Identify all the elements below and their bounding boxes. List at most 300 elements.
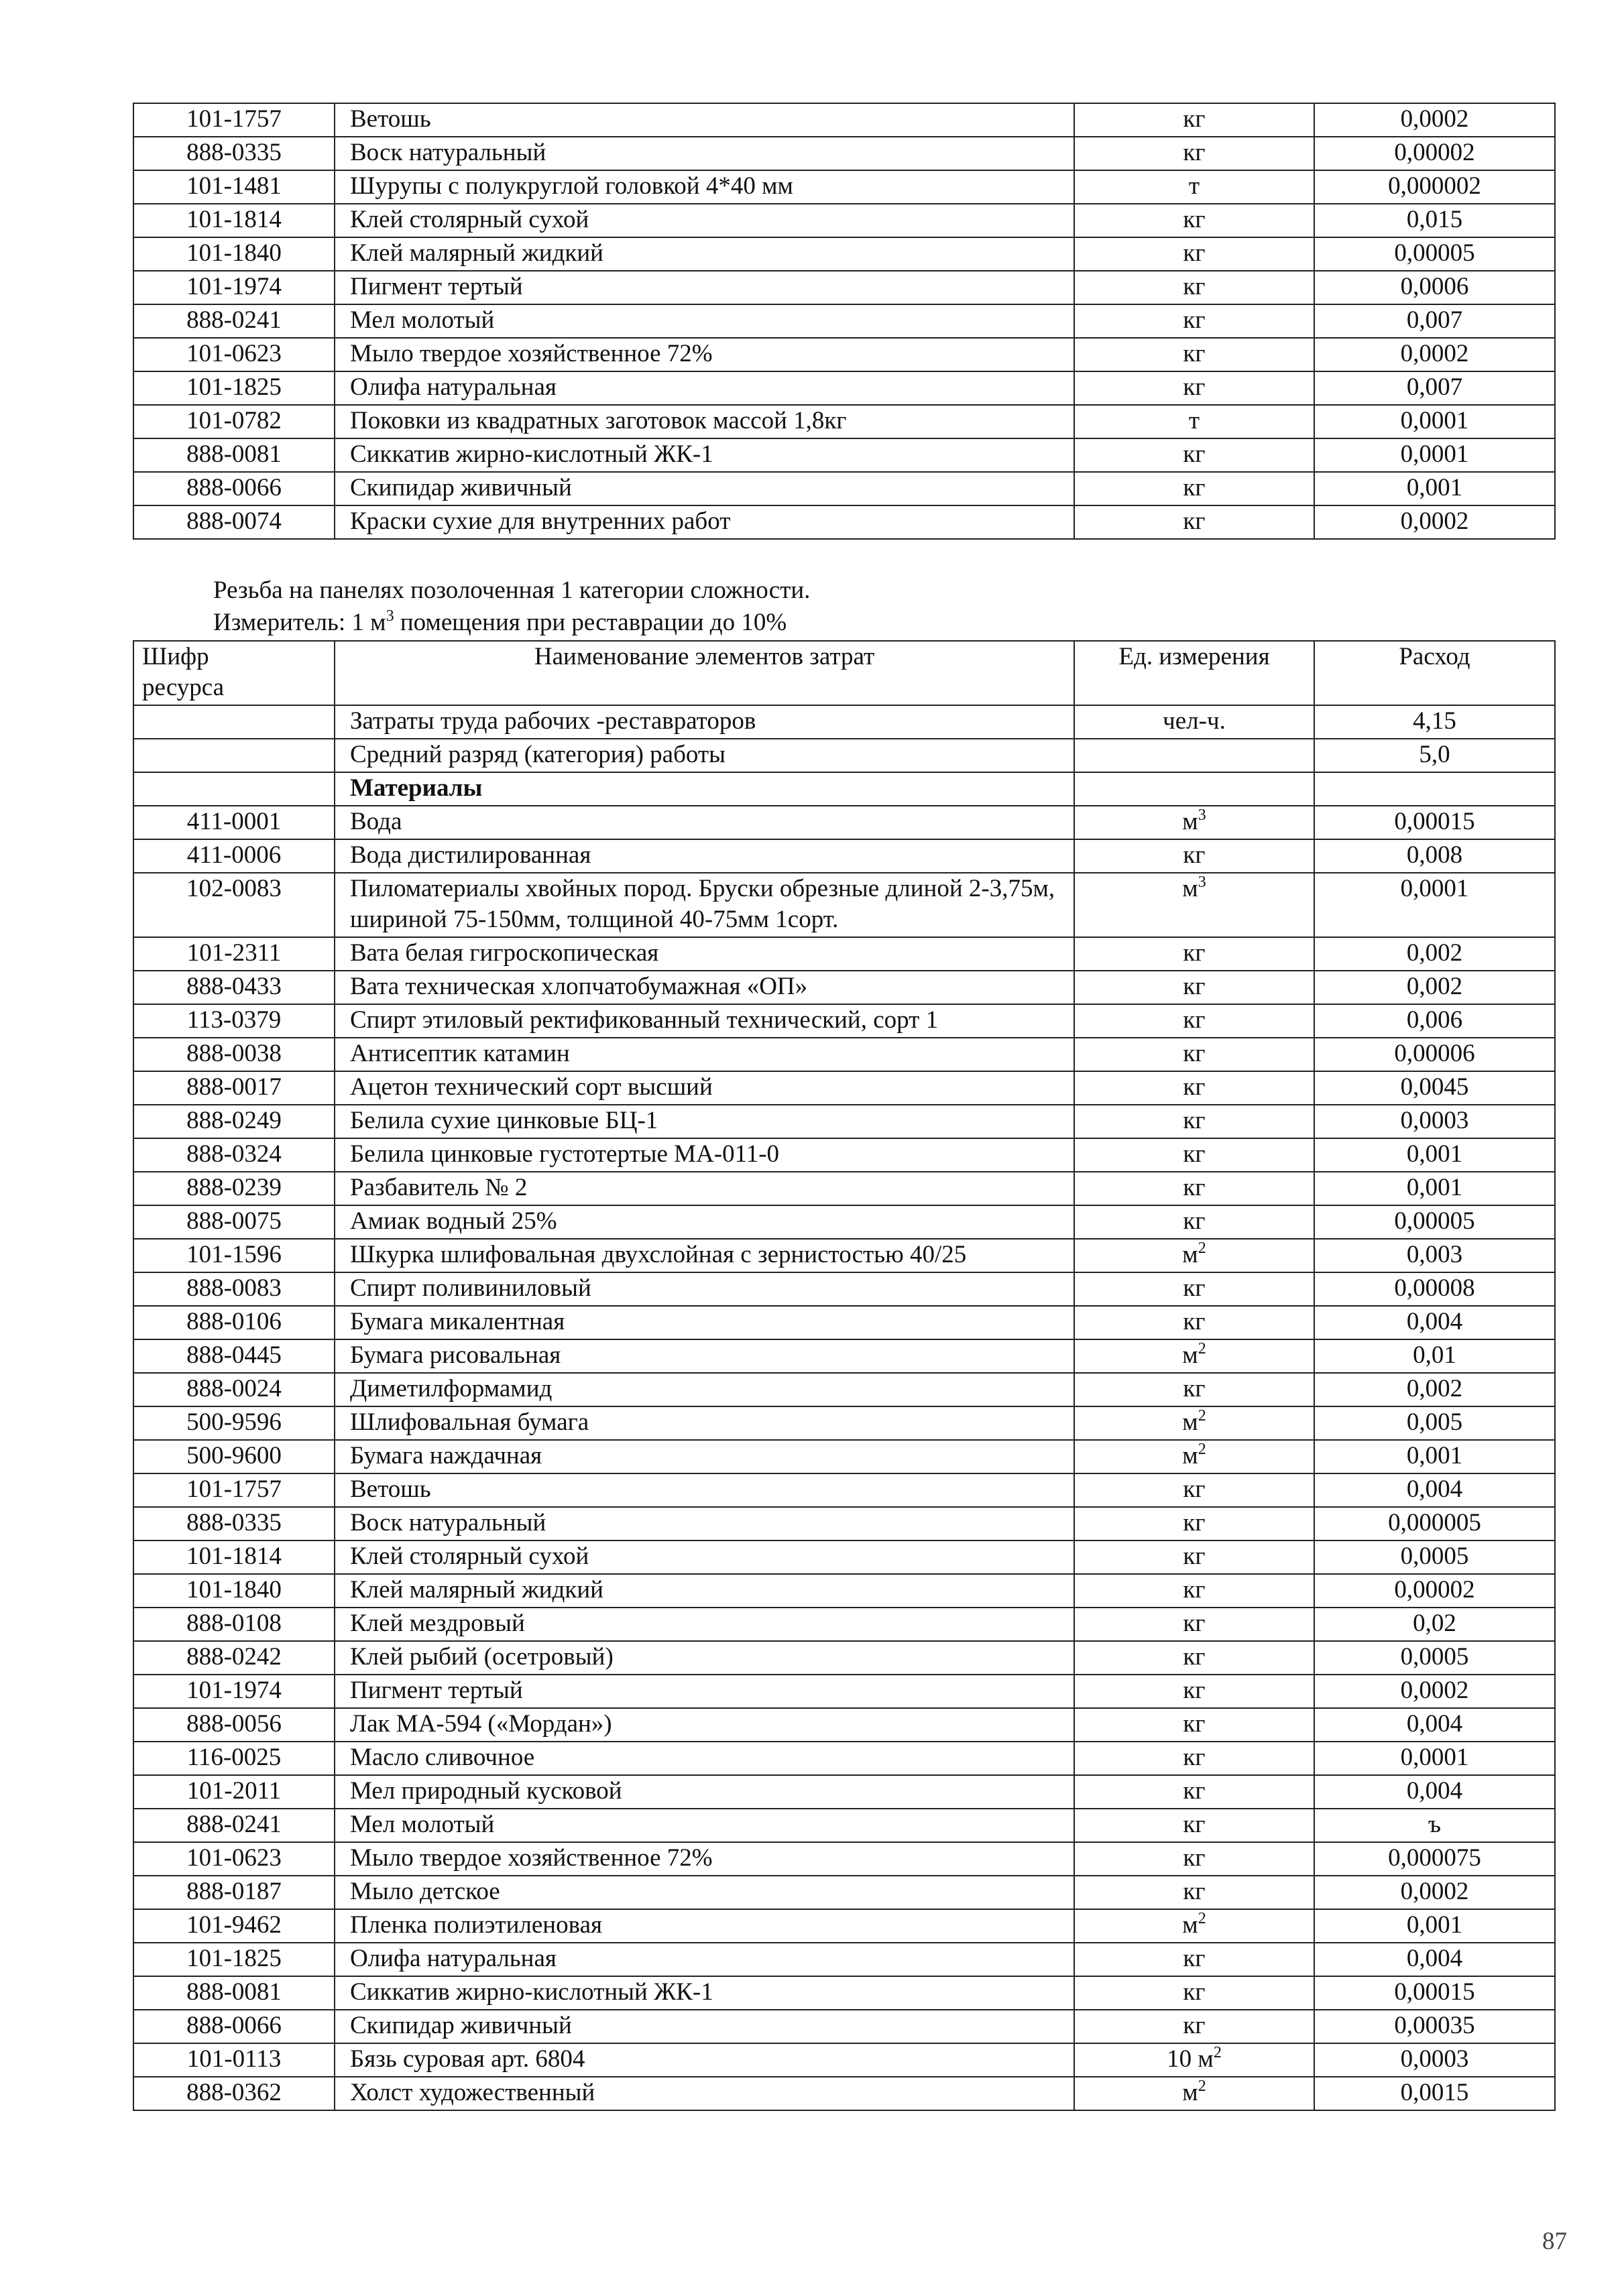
resource-code: 101-9462 — [133, 1909, 335, 1943]
resource-unit — [1074, 1540, 1314, 1574]
resource-name: Вата белая гигроскопическая — [335, 937, 1074, 971]
resource-unit — [1074, 1473, 1314, 1507]
table-row — [133, 1306, 1555, 1339]
resource-name: Бязь суровая арт. 6804 — [335, 2043, 1074, 2077]
resource-unit — [1074, 1205, 1314, 1239]
resource-code: 888-0066 — [133, 2010, 335, 2043]
table-row — [133, 873, 1555, 937]
table-row — [133, 371, 1555, 405]
unit-base: кг — [1183, 1677, 1206, 1704]
unit-base: кг — [1183, 841, 1206, 869]
unit-base: кг — [1183, 105, 1206, 133]
resource-consumption: 0,00015 — [1314, 806, 1555, 839]
resource-consumption: 0,001 — [1314, 1909, 1555, 1943]
unit-base: кг — [1183, 507, 1206, 535]
resource-name: Амиак водный 25% — [335, 1205, 1074, 1239]
unit-base: кг — [1183, 1610, 1206, 1637]
measure-superscript: 3 — [386, 607, 394, 625]
resource-unit — [1074, 1038, 1314, 1071]
unit-base: кг — [1183, 239, 1206, 267]
resource-code: 101-1974 — [133, 1675, 335, 1708]
resource-name: Мыло твердое хозяйственное 72% — [335, 1842, 1074, 1876]
labor-value: 4,15 — [1314, 705, 1555, 739]
resource-code: 888-0075 — [133, 1205, 335, 1239]
unit-base: кг — [1183, 1643, 1206, 1671]
unit-base: м — [1182, 1241, 1198, 1268]
resource-consumption: 0,01 — [1314, 1339, 1555, 1373]
resource-code: 888-0056 — [133, 1708, 335, 1742]
header-code-line1: Шифр — [142, 643, 209, 670]
resource-code: 102-0083 — [133, 873, 335, 937]
resource-name: Воск натуральный — [335, 1507, 1074, 1540]
resource-name: Мел молотый — [335, 1809, 1074, 1842]
unit-base: кг — [1183, 1107, 1206, 1134]
resource-consumption: 0,00005 — [1314, 237, 1555, 271]
resource-unit — [1074, 237, 1314, 271]
resource-consumption: 0,0003 — [1314, 1105, 1555, 1138]
table-row — [133, 2010, 1555, 2043]
table-row — [133, 1239, 1555, 1272]
resource-unit — [1074, 1775, 1314, 1809]
resource-code: 888-0081 — [133, 438, 335, 472]
unit-base: 10 м — [1167, 2045, 1214, 2073]
materials-unit — [1074, 772, 1314, 806]
materials-row — [133, 772, 1555, 806]
resource-name: Белила цинковые густотертые МА-011-0 — [335, 1138, 1074, 1172]
resource-unit — [1074, 1574, 1314, 1608]
resource-name: Клей малярный жидкий — [335, 1574, 1074, 1608]
unit-base: кг — [1183, 340, 1206, 367]
labor-name: Затраты труда рабочих -реставраторов — [335, 705, 1074, 739]
resource-unit — [1074, 505, 1314, 539]
resource-code: 101-0782 — [133, 405, 335, 438]
table-row — [133, 1943, 1555, 1976]
resource-unit — [1074, 2010, 1314, 2043]
resource-name: Бумага микалентная — [335, 1306, 1074, 1339]
resource-name: Скипидар живичный — [335, 2010, 1074, 2043]
unit-base: кг — [1183, 440, 1206, 468]
table-row — [133, 1608, 1555, 1641]
resource-code: 411-0001 — [133, 806, 335, 839]
grade-value: 5,0 — [1314, 739, 1555, 772]
resource-name: Шлифовальная бумага — [335, 1406, 1074, 1440]
unit-base: т — [1188, 172, 1200, 200]
resource-name: Масло сливочное — [335, 1742, 1074, 1775]
resource-unit — [1074, 937, 1314, 971]
resource-unit — [1074, 1641, 1314, 1675]
table-row — [133, 1675, 1555, 1708]
resource-code: 101-1840 — [133, 1574, 335, 1608]
unit-base: кг — [1183, 1777, 1206, 1805]
resource-consumption: 0,02 — [1314, 1608, 1555, 1641]
resource-unit — [1074, 1809, 1314, 1842]
resource-code: 101-1840 — [133, 237, 335, 271]
resource-code: 116-0025 — [133, 1742, 335, 1775]
resource-consumption: 0,002 — [1314, 937, 1555, 971]
unit-base: кг — [1183, 1978, 1206, 2006]
resource-name: Краски сухие для внутренних работ — [335, 505, 1074, 539]
table-row — [133, 1272, 1555, 1306]
resource-consumption: 0,001 — [1314, 1172, 1555, 1205]
resource-name: Мел молотый — [335, 304, 1074, 338]
resource-name: Шкурка шлифовальная двухслойная с зернистостью 40/25 — [335, 1239, 1074, 1272]
resource-code: 101-2311 — [133, 937, 335, 971]
table-row — [133, 137, 1555, 170]
resource-code: 888-0187 — [133, 1876, 335, 1909]
resource-unit — [1074, 271, 1314, 304]
table-row — [133, 472, 1555, 505]
resource-unit — [1074, 873, 1314, 937]
resource-code: 101-0623 — [133, 338, 335, 371]
resource-consumption: 0,007 — [1314, 304, 1555, 338]
unit-base: кг — [1183, 1543, 1206, 1570]
resource-name: Диметилформамид — [335, 1373, 1074, 1406]
resource-unit — [1074, 1507, 1314, 1540]
resource-name: Пигмент тертый — [335, 271, 1074, 304]
table-row — [133, 1909, 1555, 1943]
resource-name: Мыло твердое хозяйственное 72% — [335, 338, 1074, 371]
resource-consumption: 0,002 — [1314, 971, 1555, 1004]
resource-consumption: 0,001 — [1314, 472, 1555, 505]
header-code-line2: ресурса — [142, 674, 225, 701]
unit-base: кг — [1183, 273, 1206, 300]
unit-base: кг — [1183, 474, 1206, 501]
resource-unit — [1074, 405, 1314, 438]
table-row — [133, 170, 1555, 204]
resource-code: 500-9596 — [133, 1406, 335, 1440]
resource-name: Сиккатив жирно-кислотный ЖК-1 — [335, 438, 1074, 472]
unit-base: м — [1182, 1341, 1198, 1369]
resource-name: Мел природный кусковой — [335, 1775, 1074, 1809]
unit-base: м — [1182, 875, 1198, 902]
resource-consumption: 0,0002 — [1314, 1876, 1555, 1909]
labor-unit: чел-ч. — [1074, 705, 1314, 739]
resource-unit — [1074, 338, 1314, 371]
resource-unit — [1074, 1976, 1314, 2010]
resource-code: 101-1814 — [133, 204, 335, 237]
header-value: Расход — [1314, 641, 1555, 705]
resource-unit — [1074, 1608, 1314, 1641]
table-main-header — [133, 641, 1555, 705]
unit-base: кг — [1183, 1006, 1206, 1034]
table-row — [133, 505, 1555, 539]
resource-unit — [1074, 2043, 1314, 2077]
table-row — [133, 204, 1555, 237]
resource-consumption: 0,003 — [1314, 1239, 1555, 1272]
page-number: 87 — [1542, 2228, 1567, 2255]
resource-code: 101-1481 — [133, 170, 335, 204]
unit-base: кг — [1183, 1207, 1206, 1235]
resource-code: 101-1814 — [133, 1540, 335, 1574]
unit-base: кг — [1183, 1710, 1206, 1738]
resource-consumption: 0,0006 — [1314, 271, 1555, 304]
table-row — [133, 806, 1555, 839]
resource-name: Пиломатериалы хвойных пород. Бруски обрезные длиной 2-3,75м, шириной 75-150мм, толщиной 40-75мм 1сорт. — [335, 873, 1074, 937]
table-row — [133, 103, 1555, 137]
unit-superscript: 3 — [1198, 806, 1206, 824]
measure-prefix: Измеритель: 1 м — [213, 609, 386, 636]
resource-consumption: 0,0002 — [1314, 103, 1555, 137]
table-row — [133, 1205, 1555, 1239]
table-row — [133, 1004, 1555, 1038]
unit-base: кг — [1183, 373, 1206, 401]
resource-code: 888-0239 — [133, 1172, 335, 1205]
unit-base: кг — [1183, 306, 1206, 334]
resource-code: 888-0433 — [133, 971, 335, 1004]
resource-consumption: 0,006 — [1314, 1004, 1555, 1038]
resource-consumption: 0,004 — [1314, 1473, 1555, 1507]
unit-base: кг — [1183, 1475, 1206, 1503]
resource-consumption: 0,004 — [1314, 1708, 1555, 1742]
table-row — [133, 1373, 1555, 1406]
resource-name: Разбавитель № 2 — [335, 1172, 1074, 1205]
resource-consumption: 0,002 — [1314, 1373, 1555, 1406]
resource-consumption: 0,000075 — [1314, 1842, 1555, 1876]
unit-base: кг — [1183, 139, 1206, 166]
resource-unit — [1074, 1339, 1314, 1373]
table-top-body — [133, 103, 1555, 539]
resource-code: 101-1757 — [133, 1473, 335, 1507]
resource-code: 888-0106 — [133, 1306, 335, 1339]
resource-consumption: 0,005 — [1314, 1406, 1555, 1440]
resource-consumption: 0,000002 — [1314, 170, 1555, 204]
unit-base: кг — [1183, 1375, 1206, 1402]
header-code — [133, 641, 335, 705]
resource-unit — [1074, 1440, 1314, 1473]
unit-superscript: 2 — [1198, 1910, 1206, 1927]
resource-code: 101-1757 — [133, 103, 335, 137]
table-row — [133, 1440, 1555, 1473]
resource-consumption: 0,004 — [1314, 1775, 1555, 1809]
table-row — [133, 1809, 1555, 1842]
resource-consumption: 0,0005 — [1314, 1540, 1555, 1574]
resource-code: 411-0006 — [133, 839, 335, 873]
resource-consumption: 0,008 — [1314, 839, 1555, 873]
resource-code: 888-0066 — [133, 472, 335, 505]
resource-unit — [1074, 1004, 1314, 1038]
resource-unit — [1074, 1306, 1314, 1339]
resource-code: 888-0335 — [133, 1507, 335, 1540]
resource-consumption: 0,00002 — [1314, 137, 1555, 170]
resource-unit — [1074, 839, 1314, 873]
resource-name: Клей малярный жидкий — [335, 237, 1074, 271]
resource-unit — [1074, 304, 1314, 338]
resource-consumption: 0,004 — [1314, 1943, 1555, 1976]
unit-superscript: 2 — [1198, 2077, 1206, 2095]
resource-code: 101-0113 — [133, 2043, 335, 2077]
resource-consumption: 0,0002 — [1314, 1675, 1555, 1708]
section-title: Резьба на панелях позолоченная 1 категории сложности. — [213, 577, 811, 604]
resource-consumption: 0,00035 — [1314, 2010, 1555, 2043]
table-row — [133, 2077, 1555, 2110]
materials-value — [1314, 772, 1555, 806]
resource-name: Ветошь — [335, 103, 1074, 137]
table-row — [133, 1406, 1555, 1440]
resource-name: Бумага наждачная — [335, 1440, 1074, 1473]
resource-name: Антисептик катамин — [335, 1038, 1074, 1071]
resource-consumption: 0,001 — [1314, 1440, 1555, 1473]
unit-base: м — [1182, 1408, 1198, 1436]
resource-consumption: 0,0015 — [1314, 2077, 1555, 2110]
unit-base: кг — [1183, 1274, 1206, 1302]
resource-unit — [1074, 1406, 1314, 1440]
resource-consumption: 0,015 — [1314, 204, 1555, 237]
table-row — [133, 304, 1555, 338]
resource-unit — [1074, 1742, 1314, 1775]
resource-unit — [1074, 1708, 1314, 1742]
unit-base: кг — [1183, 973, 1206, 1000]
resource-code: 113-0379 — [133, 1004, 335, 1038]
resource-unit — [1074, 1943, 1314, 1976]
unit-base: т — [1188, 407, 1200, 434]
unit-base: кг — [1183, 1174, 1206, 1201]
resource-name: Клей рыбий (осетровый) — [335, 1641, 1074, 1675]
resource-code: 888-0108 — [133, 1608, 335, 1641]
resource-code: 888-0241 — [133, 1809, 335, 1842]
resource-code: 888-0335 — [133, 137, 335, 170]
resource-name: Клей столярный сухой — [335, 1540, 1074, 1574]
unit-base: кг — [1183, 1140, 1206, 1168]
resource-consumption: 0,00005 — [1314, 1205, 1555, 1239]
table-row — [133, 1775, 1555, 1809]
resource-consumption: ъ — [1314, 1809, 1555, 1842]
resource-name: Воск натуральный — [335, 137, 1074, 170]
resource-unit — [1074, 1876, 1314, 1909]
resource-code: 101-1825 — [133, 371, 335, 405]
unit-superscript: 2 — [1198, 1240, 1206, 1257]
resource-code: 101-1974 — [133, 271, 335, 304]
resource-consumption: 0,004 — [1314, 1306, 1555, 1339]
table-row — [133, 237, 1555, 271]
table-row — [133, 1976, 1555, 2010]
grade-code — [133, 739, 335, 772]
resource-code: 888-0362 — [133, 2077, 335, 2110]
resource-name: Вода дистилированная — [335, 839, 1074, 873]
resource-unit — [1074, 1239, 1314, 1272]
resource-code: 888-0324 — [133, 1138, 335, 1172]
resource-code: 500-9600 — [133, 1440, 335, 1473]
unit-base: кг — [1183, 1945, 1206, 1972]
resource-name: Пленка полиэтиленовая — [335, 1909, 1074, 1943]
table-row — [133, 1641, 1555, 1675]
resource-name: Пигмент тертый — [335, 1675, 1074, 1708]
resource-unit — [1074, 1842, 1314, 1876]
resource-unit — [1074, 472, 1314, 505]
resource-name: Сиккатив жирно-кислотный ЖК-1 — [335, 1976, 1074, 2010]
resource-unit — [1074, 1138, 1314, 1172]
resource-consumption: 0,0002 — [1314, 505, 1555, 539]
unit-superscript: 3 — [1198, 873, 1206, 891]
resource-consumption: 0,0002 — [1314, 338, 1555, 371]
resource-name: Белила сухие цинковые БЦ-1 — [335, 1105, 1074, 1138]
unit-base: кг — [1183, 1509, 1206, 1536]
table-row — [133, 1540, 1555, 1574]
table-row — [133, 438, 1555, 472]
resource-consumption: 0,00008 — [1314, 1272, 1555, 1306]
resource-code: 888-0038 — [133, 1038, 335, 1071]
unit-base: кг — [1183, 206, 1206, 233]
resource-unit — [1074, 1071, 1314, 1105]
table-row — [133, 1071, 1555, 1105]
measure-suffix: помещения при реставрации до 10% — [394, 609, 787, 636]
resource-consumption: 0,0001 — [1314, 1742, 1555, 1775]
resource-code: 888-0083 — [133, 1272, 335, 1306]
unit-base: кг — [1183, 2012, 1206, 2039]
resource-name: Ацетон технический сорт высший — [335, 1071, 1074, 1105]
table-row — [133, 1138, 1555, 1172]
resource-unit — [1074, 371, 1314, 405]
grade-unit — [1074, 739, 1314, 772]
resource-unit — [1074, 103, 1314, 137]
resource-name: Бумага рисовальная — [335, 1339, 1074, 1373]
grade-name: Средний разряд (категория) работы — [335, 739, 1074, 772]
table-row — [133, 1742, 1555, 1775]
resource-unit — [1074, 1373, 1314, 1406]
grade-row — [133, 739, 1555, 772]
resource-unit — [1074, 1105, 1314, 1138]
table-row — [133, 1038, 1555, 1071]
resource-name: Клей мездровый — [335, 1608, 1074, 1641]
resource-name: Олифа натуральная — [335, 1943, 1074, 1976]
table-row — [133, 1339, 1555, 1373]
table-row — [133, 937, 1555, 971]
unit-base: кг — [1183, 1576, 1206, 1604]
resource-name: Холст художественный — [335, 2077, 1074, 2110]
table-row — [133, 271, 1555, 304]
table-row — [133, 1842, 1555, 1876]
resource-unit — [1074, 1675, 1314, 1708]
resource-code: 888-0241 — [133, 304, 335, 338]
resource-unit — [1074, 204, 1314, 237]
resource-consumption: 0,00002 — [1314, 1574, 1555, 1608]
resource-code: 888-0081 — [133, 1976, 335, 2010]
section-measure — [213, 607, 787, 638]
resource-consumption: 0,0005 — [1314, 1641, 1555, 1675]
resource-unit — [1074, 1272, 1314, 1306]
labor-code — [133, 705, 335, 739]
resource-consumption: 0,0001 — [1314, 438, 1555, 472]
resource-name: Лак МА-594 («Мордан») — [335, 1708, 1074, 1742]
resource-code: 101-1596 — [133, 1239, 335, 1272]
table-row — [133, 1473, 1555, 1507]
resource-consumption: 0,0003 — [1314, 2043, 1555, 2077]
resource-code: 101-1825 — [133, 1943, 335, 1976]
resource-name: Вата техническая хлопчатобумажная «ОП» — [335, 971, 1074, 1004]
resource-name: Мыло детское — [335, 1876, 1074, 1909]
materials-code — [133, 772, 335, 806]
resource-name: Ветошь — [335, 1473, 1074, 1507]
table-row — [133, 1708, 1555, 1742]
resource-code: 101-0623 — [133, 1842, 335, 1876]
resource-code: 888-0445 — [133, 1339, 335, 1373]
table-row — [133, 971, 1555, 1004]
resource-consumption: 0,000005 — [1314, 1507, 1555, 1540]
resource-name: Шурупы с полукруглой головкой 4*40 мм — [335, 170, 1074, 204]
resource-consumption: 0,0045 — [1314, 1071, 1555, 1105]
resource-consumption: 0,0001 — [1314, 873, 1555, 937]
resource-unit — [1074, 971, 1314, 1004]
header-name: Наименование элементов затрат — [335, 641, 1074, 705]
resource-code: 888-0017 — [133, 1071, 335, 1105]
table-row — [133, 1105, 1555, 1138]
table-main — [133, 640, 1556, 2111]
resource-unit — [1074, 1909, 1314, 1943]
resource-code: 888-0074 — [133, 505, 335, 539]
resource-unit — [1074, 438, 1314, 472]
resource-consumption: 0,00006 — [1314, 1038, 1555, 1071]
resource-consumption: 0,00015 — [1314, 1976, 1555, 2010]
resource-consumption: 0,001 — [1314, 1138, 1555, 1172]
